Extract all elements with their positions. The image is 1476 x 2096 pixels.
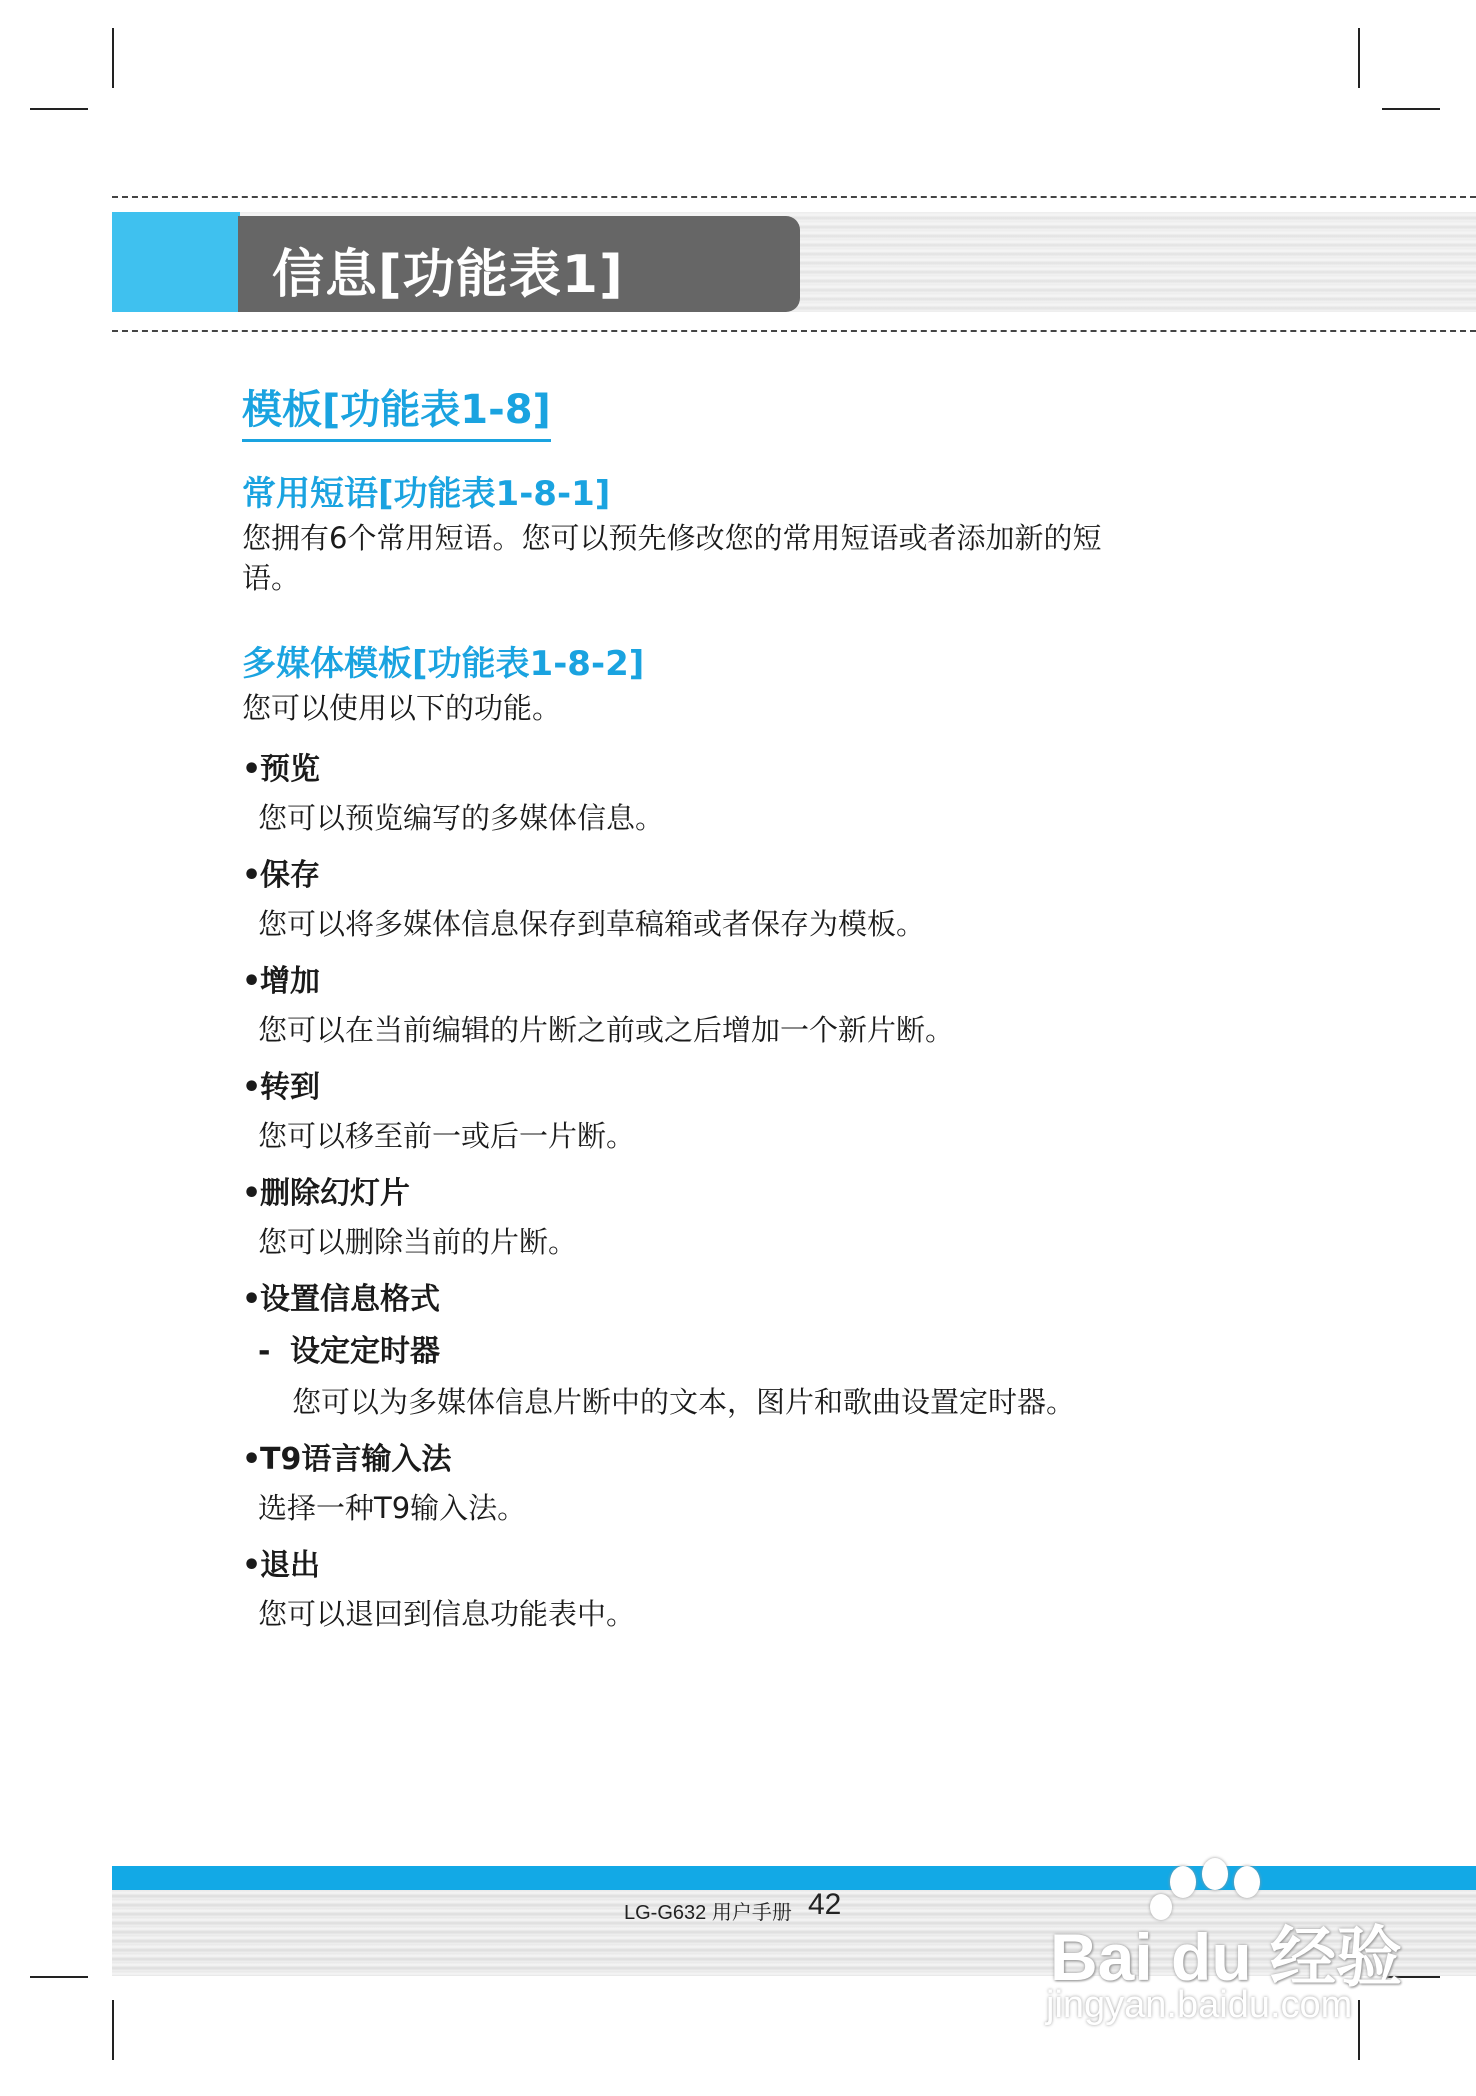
bullet-item-set-format	[242, 1274, 440, 1318]
footer-blue-bar	[112, 1866, 1476, 1890]
watermark-logo: Bai du 经验	[1050, 1920, 1403, 1994]
subsection-title-phrases: 常用短语[功能表1-8-1]	[242, 474, 611, 514]
bullet-desc-t9-input: 选择一种T9输入法。	[258, 1491, 527, 1525]
bullet-item-t9-input	[242, 1434, 451, 1478]
crop-mark	[1382, 108, 1440, 110]
page-number: 42	[808, 1888, 842, 1921]
dash-marker: -	[258, 1334, 271, 1369]
crop-mark	[30, 108, 88, 110]
bullet-item-save	[242, 850, 320, 894]
bullet-desc-delete-slide: 您可以删除当前的片断。	[258, 1225, 578, 1259]
chapter-title: 信息[功能表1]	[272, 245, 624, 305]
crop-mark	[112, 2000, 114, 2060]
paw-icon	[1234, 1866, 1260, 1898]
header-accent-block	[112, 212, 240, 312]
bullet-item-add	[242, 956, 320, 1000]
footer-model-label: LG-G632 用户手册	[624, 1902, 792, 1924]
multimedia-intro: 您可以使用以下的功能。	[242, 691, 562, 725]
bullet-label: 设置信息格式	[260, 1282, 440, 1317]
bullet-dot: •	[242, 1548, 262, 1583]
sub-item-timer	[258, 1326, 440, 1370]
crop-mark	[1358, 2000, 1360, 2060]
bullet-label: 删除幻灯片	[260, 1176, 410, 1211]
bullet-desc-save: 您可以将多媒体信息保存到草稿箱或者保存为模板。	[258, 907, 926, 941]
subsection-title-multimedia: 多媒体模板[功能表1-8-2]	[242, 644, 645, 684]
bullet-dot: •	[242, 1070, 262, 1105]
bullet-dot: •	[242, 1442, 262, 1477]
bullet-dot: •	[242, 1282, 262, 1317]
bullet-item-delete-slide	[242, 1168, 410, 1212]
section-title: 模板[功能表1-8]	[242, 378, 551, 442]
phrases-text-line-1: 您拥有6个常用短语。您可以预先修改您的常用短语或者添加新的短	[242, 521, 1102, 555]
bullet-label: T9语言输入法	[260, 1442, 452, 1477]
watermark-url: jingyan.baidu.com	[1046, 1984, 1353, 2026]
bullet-label: 预览	[260, 752, 320, 787]
bullet-item-goto	[242, 1062, 320, 1106]
bullet-dot: •	[242, 858, 262, 893]
bullet-desc-add: 您可以在当前编辑的片断之前或之后增加一个新片断。	[258, 1013, 955, 1047]
paw-icon	[1202, 1858, 1228, 1890]
paw-icon	[1170, 1866, 1196, 1898]
bullet-label: 增加	[260, 964, 320, 999]
header-dashed-line-top	[112, 196, 1476, 198]
bullet-dot: •	[242, 964, 262, 999]
bullet-desc-goto: 您可以移至前一或后一片断。	[258, 1119, 636, 1153]
bullet-dot: •	[242, 752, 262, 787]
bullet-item-exit	[242, 1540, 320, 1584]
sub-item-desc-timer: 您可以为多媒体信息片断中的文本，图片和歌曲设置定时器。	[292, 1385, 1076, 1419]
sub-item-label: 设定定时器	[290, 1334, 440, 1369]
phrases-text-line-2: 语。	[242, 561, 301, 595]
bullet-desc-exit: 您可以退回到信息功能表中。	[258, 1597, 636, 1631]
bullet-label: 保存	[260, 858, 320, 893]
crop-mark	[112, 28, 114, 88]
header-dashed-line-bottom	[112, 330, 1476, 332]
crop-mark	[1358, 28, 1360, 88]
bullet-label: 转到	[260, 1070, 320, 1105]
bullet-desc-preview: 您可以预览编写的多媒体信息。	[258, 801, 665, 835]
bullet-dot: •	[242, 1176, 262, 1211]
bullet-item-preview	[242, 744, 320, 788]
bullet-label: 退出	[260, 1548, 320, 1583]
crop-mark	[30, 1976, 88, 1978]
